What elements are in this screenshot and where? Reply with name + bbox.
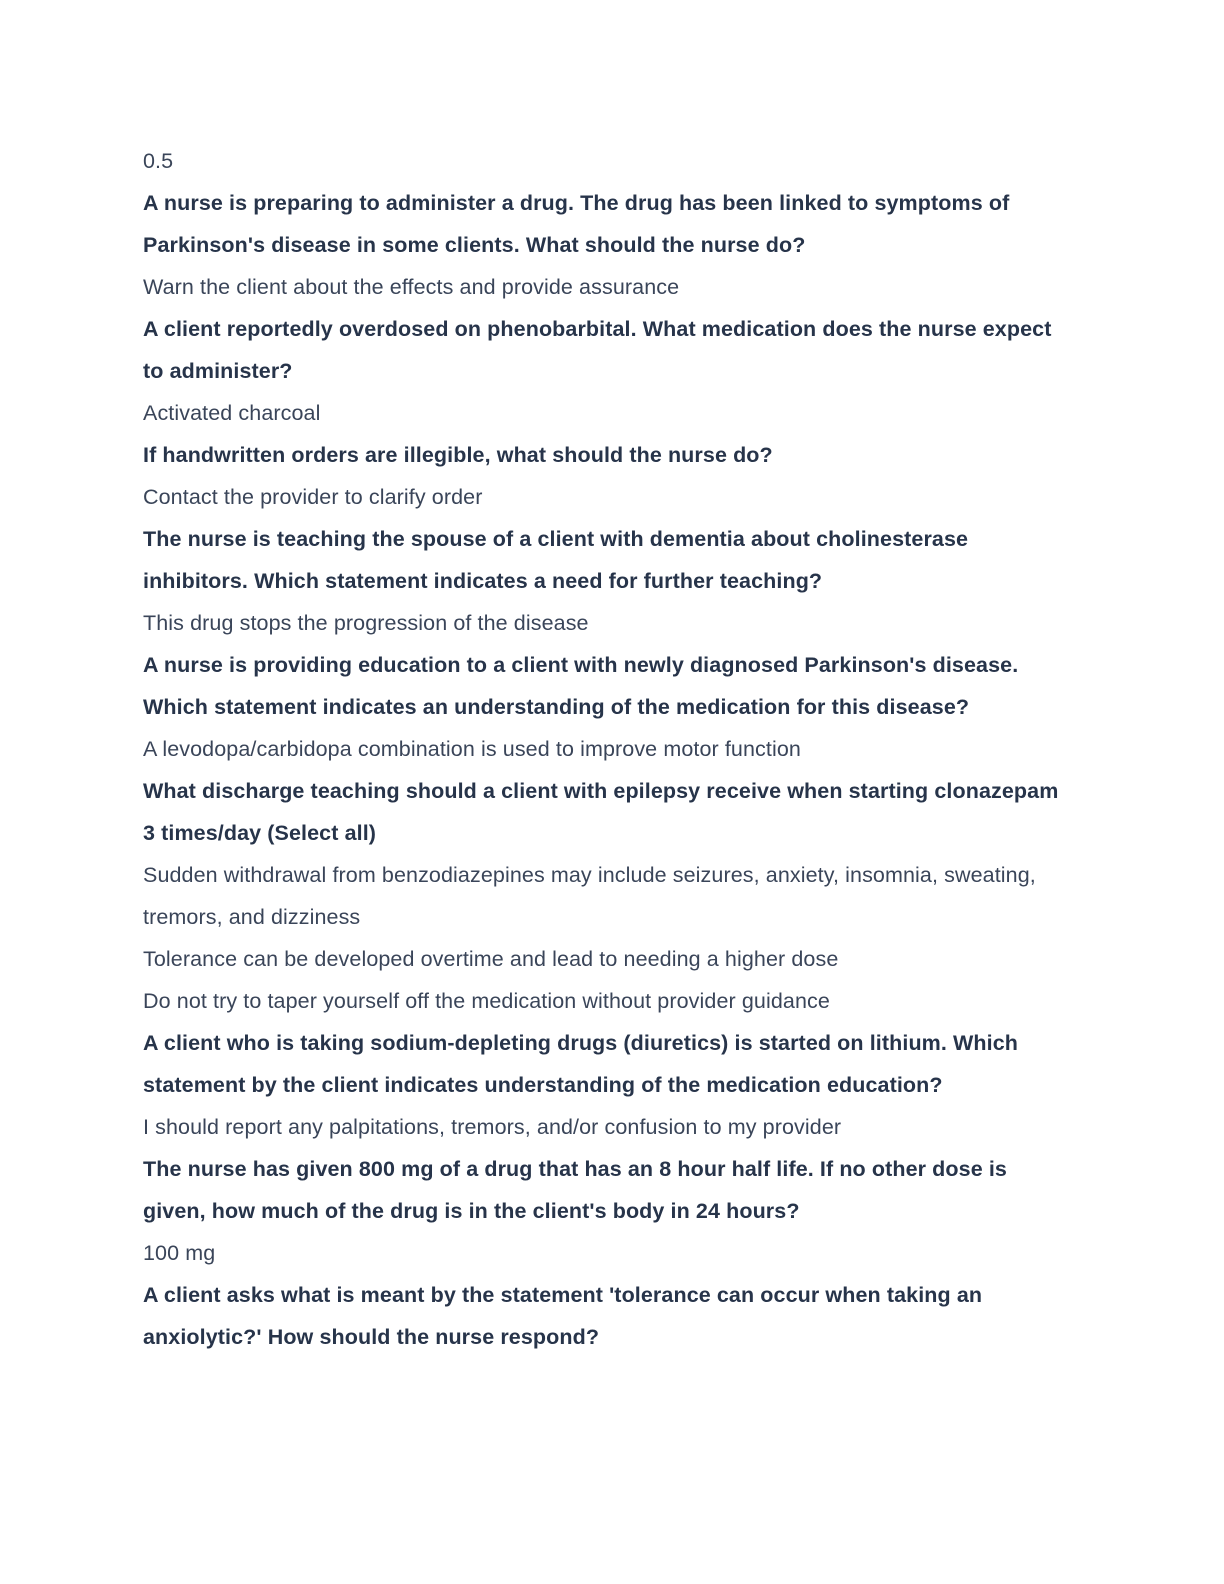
answer-text: 100 mg — [143, 1241, 216, 1265]
answer-text: Activated charcoal — [143, 401, 321, 425]
answer-text: Do not try to taper yourself off the medication without provider guidance — [143, 989, 830, 1013]
answer-text: Contact the provider to clarify order — [143, 485, 483, 509]
question-text: A client reportedly overdosed on phenobarbital. What medication does the nurse expect to administer? — [143, 317, 1052, 383]
question-text: The nurse is teaching the spouse of a client with dementia about cholinesterase inhibitors. Which statement indicates a need for further teaching? — [143, 527, 969, 593]
question-text: If handwritten orders are illegible, what should the nurse do? — [143, 443, 773, 467]
question-text: What discharge teaching should a client with epilepsy receive when starting clonazepam 3 times/day (Select all) — [143, 779, 1059, 845]
answer-text: This drug stops the progression of the disease — [143, 611, 589, 635]
answer-text: I should report any palpitations, tremors, and/or confusion to my provider — [143, 1115, 842, 1139]
question-text: A client asks what is meant by the statement 'tolerance can occur when taking an anxiolytic?' How should the nurse respond? — [143, 1283, 983, 1349]
question-text: A nurse is preparing to administer a drug. The drug has been linked to symptoms of Parkinson's disease in some clients. What should the nurse do? — [143, 191, 1010, 257]
answer-text: Sudden withdrawal from benzodiazepines may include seizures, anxiety, insomnia, sweating, tremors, and dizziness — [143, 863, 1036, 929]
question-text: A client who is taking sodium-depleting drugs (diuretics) is started on lithium. Which statement by the client indicates understanding of the medication education? — [143, 1031, 1019, 1097]
answer-text: Tolerance can be developed overtime and lead to needing a higher dose — [143, 947, 839, 971]
question-text: A nurse is providing education to a client with newly diagnosed Parkinson's disease. Which statement indicates an understanding of the medication for this disease? — [143, 653, 1019, 719]
answer-text: Warn the client about the effects and provide assurance — [143, 275, 680, 299]
document-body — [143, 140, 1073, 1358]
question-text: The nurse has given 800 mg of a drug that has an 8 hour half life. If no other dose is given, how much of the drug is in the client's body in 24 hours? — [143, 1157, 1007, 1223]
score-value: 0.5 — [143, 149, 174, 173]
qa-list — [143, 182, 1073, 1358]
answer-text: A levodopa/carbidopa combination is used to improve motor function — [143, 737, 801, 761]
